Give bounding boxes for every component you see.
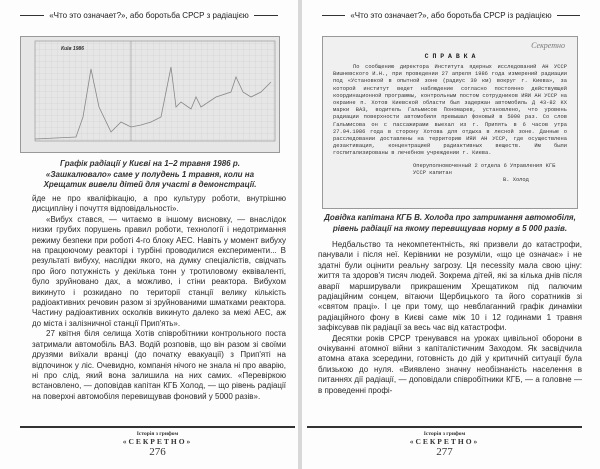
body-text bbox=[32, 194, 286, 402]
signature-name: В. Холод bbox=[503, 177, 529, 184]
paragraph: 27 квітня біля селища Хотів співробітники контрольного поста затримали автомобіль ВАЗ. Водій розповів, що він разом зі своїми друзями виїхали вранці (до початку евакуації) з Прип'яті на відпочинок у ліс. Очевидно, компанія нічого не знала ні про аварію, ні про слід, який вона залишила на них самих. «Перевіркою встановлено, — доповідав капітан КГБ Холод, — що рівень радіації на поверхні автомобіля перевищував фоновий у 5000 разів». bbox=[32, 329, 286, 401]
page-footer: Історія з грифом «СЕКРЕТНО» 276 bbox=[20, 431, 295, 458]
radiation-chart-image bbox=[20, 36, 280, 153]
figure-caption: Довідка капітана КГБ В. Холода про затримання автомобіля, рівень радіації на якому перевищував норму в 5 000 разів. bbox=[324, 213, 576, 233]
chart-label: Київ 1986 bbox=[61, 46, 85, 52]
page-footer: Історія з грифом «СЕКРЕТНО» 277 bbox=[307, 431, 582, 458]
body-text bbox=[318, 240, 582, 396]
document-image bbox=[322, 36, 578, 209]
signature-role: Оперуполномоченный 2 отдела 6 Управления КГБ УССР капитан bbox=[413, 162, 556, 176]
paragraph: йде не про кваліфікацію, а про культуру роботи, внутрішню дисципліну і почуття відповідальності». bbox=[32, 194, 286, 214]
document-text: По сообщению директора Института ядерных исследований АН УССР Вишневского И.Н., при проведении 27 апреля 1986 года измерений радиации под «Установкой в опытной зоне (радиус 30 км) вокруг г. Киева», за которой институт ведет наблюдение согласно постоянно действующей координационной программы, контрольным постом сотрудников ИЯИ АН УССР на окраине п. Хотов Киевской области был задержан автомобиль Д 43-82 КХ марки ВАЗ, водитель Гальмисов Пономарев, установлено, что уровень радиации поверхности автомобиля превышал фоновый в 5000 раз. Со слов Гальмисова он с пассажирами выехал из г. Припять в 6 часов утра 27.04.1986 года в сторону Хотова для отдыха в лесной зоне. Данные о расследовании доставлены на территорию ИЯИ АН УССР, где осуществлена дезактивация, концентрацией радиактивных веществ. Им были госпитализированы в лечебном учреждении г. Киева. bbox=[333, 64, 567, 157]
paragraph: «Вибух стався, — читаємо в іншому висновку, — внаслідок низки грубих порушень правил роботи, технології і недотримання режиму безпеки при роботі 4-го блоку АЕС. Навіть у момент вибуху на працюючому реакторі і турбіні проводилися експерименти... В результаті вибуху, наслідки якого, на думку спеціалістів, свідчать про його потужність у декілька тонн у тротиловому еквіваленті, було зруйновано дах, а можливо, і стіни реактора. Вибухом викинуто і розкидано по території станції велику кількість радіоактивних речовин разом зі зруйнованими шматками реактора. Частину радіоактивних осколків викинуто далеко за межі АЕС, аж до міста і залізничної станції Прип'ять». bbox=[32, 214, 286, 328]
paragraph: Недбальство та некомпетентність, які призвели до катастрофи, панували і після неї. Керівники не розуміли, «що це означає» і не здатні були оцінити реальну загрозу. Ця necessity мала свою ціну: життя та здоров'я тисяч людей. Зокрема дітей, які за кілька днів після аварії марширували прикрашеним Хрещатиком під палючим радіаційним сонцем, вітаючи Щербицького та його соратників зі «святом праці». І це при тому, що невблаганний графік динаміки радіаційного фону в Києві саме між 10 і 12 годинами 1 травня зафіксував пік радіації за весь час від катастрофи. bbox=[318, 240, 582, 333]
right-page bbox=[302, 0, 600, 469]
radiation-graph bbox=[21, 37, 279, 152]
figure-caption: Графік радіації у Києві на 1–2 травня 1986 р. «Зашкалювало» саме у полудень 1 травня, коли на Хрещатик вивели дітей для участі в демонстрації. bbox=[43, 159, 257, 189]
left-page bbox=[0, 0, 298, 469]
footer-rule bbox=[307, 426, 582, 428]
footer-rule bbox=[20, 426, 295, 428]
running-header: «Что это означает?», або боротьба СРСР з радіацією bbox=[20, 11, 278, 20]
secret-stamp: Секретно bbox=[531, 41, 565, 50]
paragraph: Десятки років СРСР тренувався на уроках цивільної оборони в очікуванні атомної війни з капіталістичним Заходом. Як засвідчила атомна атака зсередини, готовність до дій у критичній ситуації була близькою до нуля. «Виявлено значну необізнаність населення в питаннях дії радіації, — доповідали співробітники КГБ, — а головне — в проведенні профі- bbox=[318, 333, 582, 395]
document-title: С П Р А В К А bbox=[424, 53, 476, 60]
page-number: 276 bbox=[149, 446, 166, 458]
running-header: «Что это означает?», або боротьба СРСР із радіацією bbox=[322, 11, 580, 20]
page-number: 277 bbox=[436, 446, 453, 458]
